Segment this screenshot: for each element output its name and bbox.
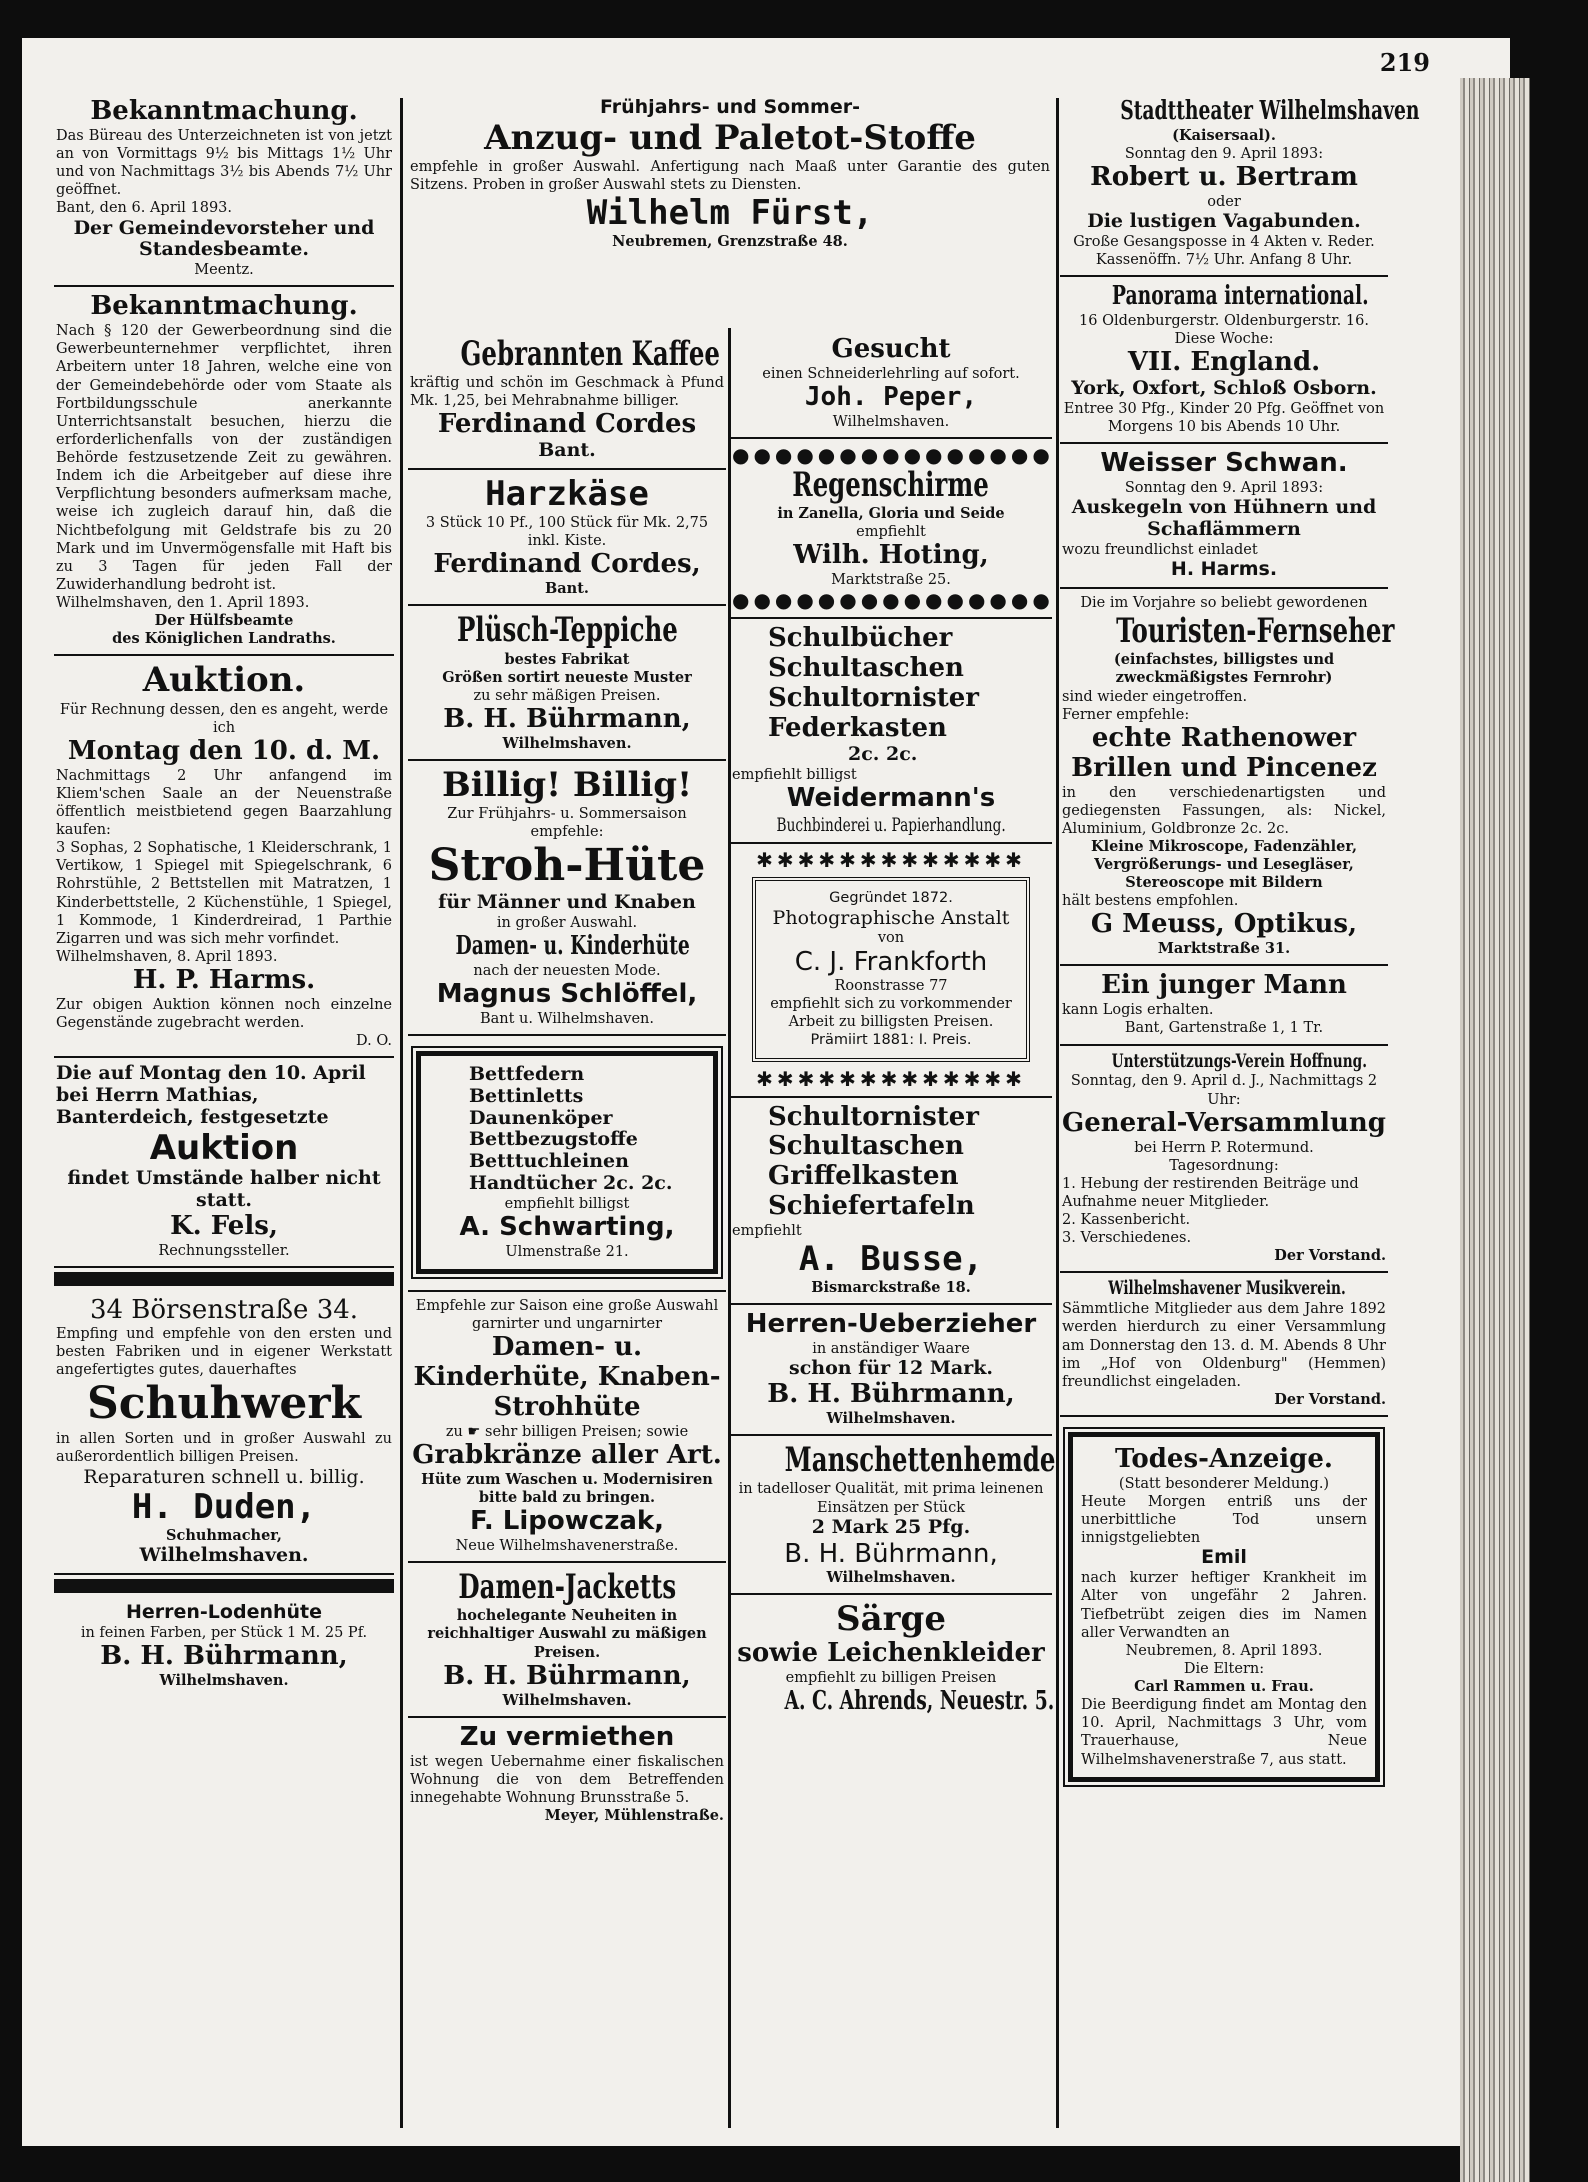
column-3 bbox=[730, 330, 1056, 2130]
auction-date: Wilhelmshaven, 8. April 1893. bbox=[56, 948, 278, 965]
satchels-list bbox=[732, 1103, 1050, 1223]
header-line2: Anzug- und Paletot-Stoffe bbox=[484, 117, 976, 158]
header-name: Wilhelm Fürst, bbox=[586, 193, 874, 234]
millinery-name: F. Lipowczak, bbox=[469, 1506, 665, 1537]
coffee-place: Bant. bbox=[538, 439, 596, 462]
millinery-line: zu ☛ sehr billigen Preisen; sowie bbox=[445, 1423, 689, 1440]
theatre-play: Robert u. Bertram bbox=[1090, 162, 1358, 193]
bedding-line: empfiehlt billigst bbox=[504, 1195, 630, 1212]
lodging-body: kann Logis erhalten. bbox=[1062, 1002, 1214, 1019]
shoe-role: Schuhmacher, bbox=[166, 1526, 282, 1544]
satchels-item: Griffelkasten bbox=[768, 1161, 959, 1192]
header-ad bbox=[408, 92, 1052, 328]
umbrellas-name: Wilh. Hoting, bbox=[793, 540, 989, 571]
millinery-line: Hüte zum Waschen u. Modernisiren bitte bald zu bringen. bbox=[421, 1471, 713, 1507]
millinery-ad bbox=[408, 1292, 726, 1563]
apprentice-ad bbox=[730, 330, 1052, 439]
notice-signature: Standesbeamte. bbox=[139, 238, 309, 261]
photo-name: C. J. Frankforth bbox=[794, 947, 988, 978]
star-border: ✱✱✱✱✱✱✱✱✱✱✱✱✱ bbox=[756, 847, 1026, 872]
coffee-title: Gebrannten Kaffee bbox=[460, 334, 721, 374]
auction-name: H. P. Harms. bbox=[132, 965, 316, 996]
optician-body: in den verschiedenartigsten und gediegensten Fassungen, als: Nickel, Aluminium, Goldbronze 2c. 2c. bbox=[1062, 784, 1386, 837]
panorama-body: Entree 30 Pfg., Kinder 20 Pfg. Geöffnet von Morgens 10 bis Abends 10 Uhr. bbox=[1063, 401, 1385, 436]
jackets-ad bbox=[408, 1563, 726, 1717]
coffins-name: A. C. Ahrends, Neuestr. 5. bbox=[784, 1685, 1055, 1716]
millinery-intro: Empfehle zur Saison eine große Auswahl garnirter und ungarnirter bbox=[415, 1298, 719, 1333]
optician-line: sind wieder eingetroffen. bbox=[1062, 688, 1248, 705]
death-title: Todes-Anzeige. bbox=[1115, 1444, 1333, 1475]
satchels-line: empfiehlt bbox=[732, 1223, 802, 1240]
death-notice-frame bbox=[1068, 1432, 1380, 1782]
overcoats-place: Wilhelmshaven. bbox=[826, 1410, 956, 1428]
photo-line: von bbox=[877, 929, 905, 946]
coffins-title: Särge bbox=[836, 1598, 946, 1639]
millinery-title: Damen- u. Kinderhüte, Knaben-Strohhüte bbox=[413, 1332, 721, 1423]
agenda-list bbox=[1062, 1175, 1386, 1248]
cancel-title: Auktion bbox=[149, 1127, 299, 1168]
apprentice-title: Gesucht bbox=[831, 334, 951, 364]
auction-intro: Für Rechnung dessen, den es angeht, werde ich bbox=[59, 701, 389, 736]
column-1 bbox=[54, 92, 394, 2132]
theatre-date: Sonntag den 9. April 1893: bbox=[1124, 146, 1324, 163]
column-rule bbox=[1056, 98, 1059, 2128]
rent-ad bbox=[408, 1718, 726, 1831]
header-body: empfehle in großer Auswahl. Anfertigung nach Maaß unter Garantie des guten Sitzens. Proben in großer Auswahl stets zu Diensten. bbox=[410, 158, 1050, 194]
optician-line: Ferner empfehle: bbox=[1062, 706, 1190, 723]
notice-date: Bant, den 6. April 1893. bbox=[56, 200, 233, 217]
cancel-role: Rechnungssteller. bbox=[158, 1242, 290, 1259]
panorama-address: 16 Oldenburgerstr. Oldenburgerstr. 16. bbox=[1079, 313, 1369, 330]
photo-frame bbox=[752, 877, 1030, 1062]
notice-body: Das Büreau des Unterzeichneten ist von jetzt an von Vormittags 9½ bis Mittags 1½ Uhr und von Nachmittags 3½ bis Abends 7½ Uhr geöffnet. bbox=[56, 127, 392, 199]
bedding-address: Ulmenstraße 21. bbox=[505, 1243, 629, 1260]
bound-volume-edge bbox=[1460, 78, 1530, 2182]
header-line1: Frühjahrs- und Sommer- bbox=[600, 96, 860, 118]
cheese-ad bbox=[408, 470, 726, 606]
death-name: Emil bbox=[1201, 1546, 1247, 1569]
carpets-line: Größen sortirt neueste Muster bbox=[442, 668, 692, 686]
swan-line: wozu freundlichst einladet bbox=[1062, 542, 1258, 559]
bedding-item: Daunenköper bbox=[469, 1106, 613, 1129]
theatre-play2: Die lustigen Vagabunden. bbox=[1087, 210, 1361, 233]
bedding-name: A. Schwarting, bbox=[459, 1212, 675, 1243]
death-line: Die Eltern: bbox=[1183, 1660, 1265, 1677]
straw-hats-line: in großer Auswahl. bbox=[496, 914, 638, 931]
bedding-list bbox=[429, 1064, 705, 1195]
carpets-name: B. H. Bührmann, bbox=[443, 703, 691, 734]
white-swan-ad bbox=[1060, 444, 1388, 589]
school-item: Schultaschen bbox=[768, 653, 964, 684]
cheese-title: Harzkäse bbox=[485, 474, 649, 515]
bedding-item: Bettfedern bbox=[469, 1062, 585, 1085]
page-number: 219 bbox=[1379, 48, 1430, 77]
school-books-ad bbox=[730, 619, 1052, 843]
hats-title: Herren-Lodenhüte bbox=[125, 1600, 323, 1623]
cancel-body: findet Umstände halber nicht statt. bbox=[67, 1166, 381, 1211]
school-item: Federkasten bbox=[768, 713, 947, 744]
straw-hats-title: Stroh-Hüte bbox=[428, 840, 706, 892]
auction-day: Montag den 10. d. M. bbox=[67, 735, 381, 766]
theatre-body: Große Gesangsposse in 4 Akten v. Reder. Kassenöffn. 7½ Uhr. Anfang 8 Uhr. bbox=[1073, 234, 1375, 269]
apprentice-place: Wilhelmshaven. bbox=[832, 413, 950, 430]
optician-subtitle: (einfachstes, billigstes und zweckmäßigstes Fernrohr) bbox=[1113, 651, 1335, 687]
hats-place: Wilhelmshaven. bbox=[159, 1671, 289, 1689]
notice-body: Nach § 120 der Gewerbeordnung sind die Gewerbeunternehmer verpflichtet, ihren Arbeitern unter 18 Jahren, welche eine von der Gemeindebehörde oder vom Staate als Fortbildungsschule anerkannte Unterrichtsanstalt besuchen, hierzu die erforderlichenfalls von der zuständigen Behörde festzusetzende Zeit zu gewähren. Indem ich die Arbeitgeber auf diese ihre Verpflichtung besonders aufmerksam mache, weise ich zugleich darauf hin, daß die Nichtbefolgung mit Geldstrafe bis zu 20 Mark und im Unvermögensfalle mit Haft bis zu 3 Tagen für jeden Fall der Zuwiderhandlung bedroht ist. bbox=[56, 323, 392, 593]
overcoats-title: Herren-Ueberzieher bbox=[745, 1309, 1037, 1340]
jackets-body: hochelegante Neuheiten in reichhaltiger Auswahl zu mäßigen Preisen. bbox=[427, 1607, 707, 1661]
carpets-line: bestes Fabrikat bbox=[504, 650, 630, 668]
notice-date: Wilhelmshaven, den 1. April 1893. bbox=[56, 595, 310, 612]
hats-body: in feinen Farben, per Stück 1 M. 25 Pf. bbox=[80, 1624, 368, 1641]
notice-title: Bekanntmachung. bbox=[90, 96, 358, 126]
cheese-place: Bant. bbox=[545, 580, 589, 598]
death-body: Heute Morgen entriß uns der unerbittliche Tod unsern innigstgeliebten bbox=[1081, 1494, 1367, 1547]
cheese-body: 3 Stück 10 Pf., 100 Stück für Mk. 2,75 inkl. Kiste. bbox=[425, 515, 709, 550]
lodging-title: Ein junger Mann bbox=[1101, 970, 1347, 1001]
jackets-name: B. H. Bührmann, bbox=[443, 1660, 691, 1691]
notice-signature: Der Hülfsbeamte bbox=[154, 612, 294, 630]
straw-hats-line: nach der neuesten Mode. bbox=[473, 962, 661, 979]
coffee-ad bbox=[408, 330, 726, 470]
panorama-line: Diese Woche: bbox=[1174, 331, 1274, 348]
umbrellas-ad bbox=[730, 439, 1052, 619]
shirts-ad bbox=[730, 1436, 1056, 1594]
bedding-ad bbox=[408, 1036, 726, 1292]
optician-ad bbox=[1060, 589, 1395, 966]
theatre-subtitle: (Kaisersaal). bbox=[1172, 126, 1276, 144]
notice-signature: des Königlichen Landraths. bbox=[112, 630, 336, 648]
notice-signature: Der Gemeindevorsteher und bbox=[73, 216, 375, 239]
panorama-show: VII. England. bbox=[1127, 347, 1321, 378]
auction-note: Zur obigen Auktion können noch einzelne Gegenstände zugebracht werden. bbox=[56, 996, 392, 1032]
shirts-body: in tadelloser Qualität, mit prima leinenen Einsätzen per Stück bbox=[738, 1481, 1044, 1516]
carpets-title: Plüsch-Teppiche bbox=[456, 610, 678, 651]
suit-cloth-ad bbox=[408, 92, 1052, 257]
coffins-ad bbox=[730, 1595, 1055, 1723]
death-date: Neubremen, 8. April 1893. bbox=[1125, 1642, 1323, 1659]
panorama-show2: York, Oxfort, Schloß Osborn. bbox=[1071, 377, 1377, 400]
overcoats-price: schon für 12 Mark. bbox=[789, 1357, 993, 1380]
apprentice-body: einen Schneiderlehrling auf sofort. bbox=[762, 365, 1020, 382]
lodging-address: Bant, Gartenstraße 1, 1 Tr. bbox=[1124, 1020, 1324, 1037]
society-ad bbox=[1060, 1046, 1388, 1274]
millinery-address: Neue Wilhelmshavenerstraße. bbox=[455, 1538, 679, 1555]
auction-cancel-ad bbox=[54, 1058, 394, 1267]
agenda-item: 3. Verschiedenes. bbox=[1062, 1230, 1192, 1247]
coffins-line: empfiehlt zu billigen Preisen bbox=[785, 1669, 997, 1686]
header-address: Neubremen, Grenzstraße 48. bbox=[612, 233, 848, 251]
umbrellas-line: in Zanella, Gloria und Seide bbox=[777, 505, 1005, 523]
umbrellas-title: Regenschirme bbox=[792, 465, 990, 506]
death-notice-ad bbox=[1060, 1417, 1388, 1798]
society-line: Tagesordnung: bbox=[1169, 1157, 1279, 1174]
shoe-ad bbox=[54, 1290, 394, 1575]
school-name: Weidermann's bbox=[786, 782, 996, 813]
shoe-intro: Empfing und empfehle von den ersten und besten Fabriken und in eigener Werkstatt angefertigtes gutes, dauerhaftes bbox=[56, 1325, 392, 1378]
society-line: bei Herrn P. Rotermund. bbox=[1134, 1139, 1314, 1156]
panorama-ad bbox=[1060, 277, 1388, 444]
notice-trade-law bbox=[54, 287, 394, 656]
shoe-address-title: 34 Börsenstraße 34. bbox=[89, 1294, 359, 1325]
umbrellas-line: empfiehlt bbox=[856, 524, 926, 541]
optician-body2: Kleine Mikroscope, Fadenzähler, Vergrößerungs- und Lesegläser, Stereoscope mit Bildern bbox=[1090, 837, 1358, 892]
optician-intro: Die im Vorjahre so beliebt gewordenen bbox=[1080, 595, 1368, 612]
wreaths-title: Grabkränze aller Art. bbox=[412, 1440, 722, 1471]
music-title: Wilhelmshavener Musikverein. bbox=[1108, 1277, 1346, 1300]
shirts-price: 2 Mark 25 Pfg. bbox=[811, 1515, 971, 1538]
straw-hats-name: Magnus Schlöffel, bbox=[436, 978, 698, 1009]
society-title: Unterstützungs-Verein Hoffnung. bbox=[1111, 1049, 1367, 1072]
cancel-name: K. Fels, bbox=[170, 1210, 278, 1241]
school-list bbox=[732, 624, 1050, 765]
photo-body: empfiehlt sich zu vorkommender Arbeit zu billigsten Preisen. bbox=[770, 996, 1012, 1031]
photo-line: Gegründet 1872. bbox=[829, 889, 953, 906]
theatre-title: Stadttheater Wilhelmshaven bbox=[1120, 96, 1420, 126]
bedding-frame bbox=[416, 1051, 718, 1274]
shoe-body: in allen Sorten und in großer Auswahl zu außerordentlich billigen Preisen. bbox=[56, 1430, 392, 1465]
overcoats-ad bbox=[730, 1305, 1052, 1436]
shoe-repair: Reparaturen schnell u. billig. bbox=[83, 1465, 365, 1488]
coffee-body: kräftig und schön im Geschmack à Pfund Mk. 1,25, bei Mehrabnahme billiger. bbox=[410, 375, 724, 410]
column-rule bbox=[400, 98, 403, 2128]
photo-studio-ad bbox=[730, 844, 1052, 1098]
music-body: Sämmtliche Mitglieder aus dem Jahre 1892 werden hierdurch zu einer Versammlung am Donnerstag den 13. d. M. Abends 8 Uhr im „Hof von Oldenburg" (Hemmen) freundlichst eingeladen. bbox=[1062, 1301, 1386, 1390]
dot-border: ●●●●●●●●●●●●●●● bbox=[732, 443, 1054, 468]
apprentice-name: Joh. Peper, bbox=[804, 382, 978, 413]
music-society-ad bbox=[1060, 1273, 1388, 1417]
cheap-title: Billig! Billig! bbox=[441, 764, 693, 805]
auction-body: Nachmittags 2 Uhr anfangend im Kliem'schen Saale an der Neuenstraße öffentlich meistbietend gegen Baarzahlung kaufen: bbox=[56, 767, 392, 839]
coffee-name: Ferdinand Cordes bbox=[437, 409, 697, 440]
shoe-product: Schuhwerk bbox=[86, 1378, 362, 1430]
jackets-place: Wilhelmshaven. bbox=[502, 1691, 632, 1709]
satchels-item: Schultornister bbox=[768, 1101, 980, 1132]
auction-title: Auktion. bbox=[142, 660, 306, 701]
straw-hats-ad bbox=[408, 761, 726, 1036]
lodging-ad bbox=[1060, 966, 1388, 1045]
separator-bar bbox=[54, 1272, 394, 1286]
overcoats-name: B. H. Bührmann, bbox=[767, 1379, 1015, 1410]
carpets-line: zu sehr mäßigen Preisen. bbox=[473, 687, 661, 704]
jackets-title: Damen-Jacketts bbox=[458, 1567, 676, 1608]
optician-title: Touristen-Fernseher bbox=[1116, 611, 1395, 652]
theatre-ad bbox=[1060, 92, 1420, 277]
swan-body: Auskegeln von Hühnern und Schaflämmern bbox=[1071, 496, 1377, 541]
auction-signature: D. O. bbox=[356, 1033, 392, 1050]
death-subtitle: (Statt besonderer Meldung.) bbox=[1118, 1475, 1330, 1492]
bedding-item: Bettbezugstoffe bbox=[469, 1128, 638, 1151]
ladies-hats-title: Damen- u. Kinderhüte bbox=[455, 930, 690, 961]
notice-title: Bekanntmachung. bbox=[90, 291, 358, 322]
death-body3: Die Beerdigung findet am Montag den 10. April, Nachmittags 3 Uhr, vom Trauerhause, Neue Wilhelmshavenerstraße 7, aus statt. bbox=[1081, 1697, 1367, 1768]
panorama-title: Panorama international. bbox=[1111, 281, 1369, 312]
swan-name: H. Harms. bbox=[1170, 558, 1278, 581]
column-2 bbox=[408, 330, 726, 2130]
rent-title: Zu vermiethen bbox=[459, 1721, 675, 1752]
society-date: Sonntag, den 9. April d. J., Nachmittags 2 Uhr: bbox=[1070, 1073, 1378, 1108]
agenda-item: 2. Kassenbericht. bbox=[1062, 1212, 1191, 1229]
coffins-title2: sowie Leichenkleider bbox=[737, 1637, 1045, 1668]
optician-line: hält bestens empfohlen. bbox=[1062, 893, 1239, 910]
cancel-intro: Die auf Montag den 10. April bei Herrn Mathias, Banterdeich, festgesetzte bbox=[56, 1062, 366, 1129]
satchels-item: Schiefertafeln bbox=[768, 1191, 975, 1222]
rent-name: Meyer, Mühlenstraße. bbox=[544, 1807, 724, 1825]
straw-hats-line: für Männer und Knaben bbox=[438, 890, 696, 913]
shirts-place: Wilhelmshaven. bbox=[826, 1568, 956, 1586]
straw-hats-place: Bant u. Wilhelmshaven. bbox=[479, 1010, 654, 1027]
umbrellas-address: Marktstraße 25. bbox=[831, 572, 951, 589]
society-title2: General-Versammlung bbox=[1062, 1107, 1386, 1138]
death-body2: nach kurzer heftiger Krankheit im Alter von ungefähr 2 Jahren. Tiefbetrübt zeigen dies im Namen aller Verwandten an bbox=[1081, 1570, 1367, 1641]
bedding-item: Handtücher 2c. 2c. bbox=[469, 1172, 673, 1195]
photo-address: Roonstrasse 77 bbox=[834, 978, 948, 995]
hats-name: B. H. Bührmann, bbox=[100, 1640, 348, 1671]
shoe-name: H. Duden, bbox=[131, 1486, 317, 1527]
school-name2: Buchbinderei u. Papierhandlung. bbox=[776, 813, 1006, 836]
music-signature: Der Vorstand. bbox=[1274, 1390, 1386, 1408]
rent-body: ist wegen Uebernahme einer fiskalischen Wohnung die von dem Betreffenden innegehabte Wohnung Brunsstraße 5. bbox=[410, 1753, 724, 1806]
satchels-item: Schultaschen bbox=[768, 1131, 964, 1162]
cheese-name: Ferdinand Cordes, bbox=[433, 549, 701, 580]
photo-title: Photographische Anstalt bbox=[772, 906, 1010, 929]
school-item: Schultornister bbox=[768, 683, 980, 714]
shirts-name: B. H. Bührmann, bbox=[784, 1538, 998, 1569]
photo-line: Prämiirt 1881: I. Preis. bbox=[810, 1032, 972, 1049]
dot-border: ●●●●●●●●●●●●●●● bbox=[732, 588, 1054, 613]
star-border: ✱✱✱✱✱✱✱✱✱✱✱✱✱ bbox=[756, 1066, 1026, 1091]
satchels-address: Bismarckstraße 18. bbox=[811, 1279, 971, 1297]
carpets-ad bbox=[408, 606, 726, 760]
school-item: 2c. 2c. bbox=[848, 742, 918, 765]
bedding-item: Bettinletts bbox=[469, 1084, 584, 1107]
cheap-intro: Zur Frühjahrs- u. Sommersaison empfehle: bbox=[447, 806, 687, 841]
shirts-title: Manschettenhemde bbox=[784, 1440, 1056, 1481]
carpets-place: Wilhelmshaven. bbox=[502, 734, 632, 752]
agenda-item: 1. Hebung der restirenden Beiträge und Aufnahme neuer Mitglieder. bbox=[1062, 1175, 1359, 1210]
theatre-or: oder bbox=[1207, 194, 1241, 211]
newspaper-page bbox=[22, 38, 1510, 2146]
notice-signature: Meentz. bbox=[194, 262, 254, 279]
auction-items: 3 Sophas, 2 Sophatische, 1 Kleiderschrank, 1 Vertikow, 1 Spiegel mit Spiegelschrank, 6 Rohrstühle, 2 Bettstellen mit Matratzen, 1 Kinderbettstelle, 2 Küchenstühle, 1 Spiegel, 1 Kommode, 1 Kinderdreirad, 1 Parthie Zigarren und was sich mehr vorfindet. bbox=[56, 840, 392, 947]
notice-office-hours bbox=[54, 92, 394, 287]
school-item: Schulbücher bbox=[768, 623, 953, 654]
death-parents: Carl Rammen u. Frau. bbox=[1134, 1678, 1314, 1696]
satchels-name: A. Busse, bbox=[798, 1239, 984, 1280]
overcoats-line: in anständiger Waare bbox=[812, 1341, 970, 1358]
swan-date: Sonntag den 9. April 1893: bbox=[1124, 480, 1324, 497]
optician-title2: echte Rathenower Brillen und Pincenez bbox=[1071, 722, 1377, 783]
bedding-item: Betttuchleinen bbox=[469, 1150, 629, 1173]
column-4 bbox=[1060, 92, 1420, 2132]
auction-ad bbox=[54, 656, 394, 1058]
loden-hats-ad bbox=[54, 1597, 394, 1696]
separator-bar bbox=[54, 1579, 394, 1593]
optician-address: Marktstraße 31. bbox=[1157, 940, 1291, 958]
satchels-ad bbox=[730, 1098, 1052, 1306]
school-line: empfiehlt billigst bbox=[732, 766, 857, 783]
shoe-place: Wilhelmshaven. bbox=[139, 1544, 309, 1567]
society-signature: Der Vorstand. bbox=[1274, 1247, 1386, 1265]
swan-title: Weisser Schwan. bbox=[1100, 448, 1348, 479]
optician-name: G Meuss, Optikus, bbox=[1090, 909, 1358, 940]
